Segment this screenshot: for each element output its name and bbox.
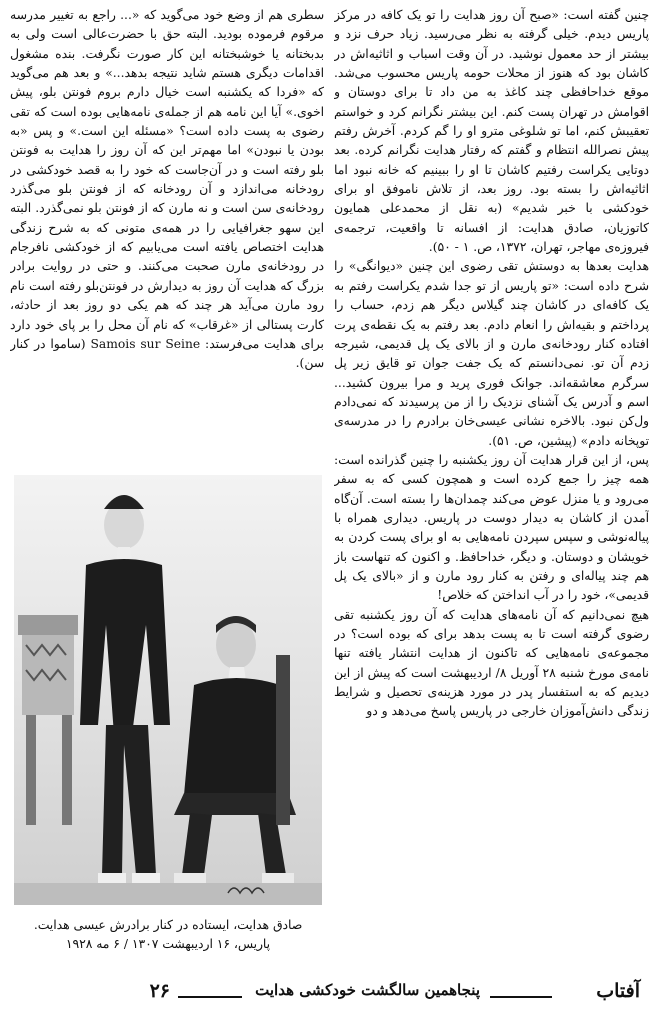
special-section-title: پنجاهمین سالگشت خودکشی هدایت: [255, 981, 480, 999]
footer-rule: [178, 996, 242, 998]
paragraph: چنین گفته است: «صبح آن روز هدایت را تو یک کافه در مرکز پاریس دیدم. خیلی گرفته به نظر می‌رسید. زیاد حرف نزد و بیشتر از حد معمول نوشید. در آن وقت اسباب و اثاثیه‌اش در کاشان بود که هنوز از محلات حومه پاریس محسوب می‌شد. موقع خداحافظی چند کاغذ به من داد تا برای دوستان و اقوامش در تهران پست کنم. این بیشتر نگرانم کرد و خواستم تعقیبش کنم، اما تو شلوغی مترو او را گم کردم. آخرش رفتم پیش نصرالله انتظام و گفتم که رفتار هدایت نگرانم کرده. بعد دوتایی یکراست رفتیم کاشان تا او را ببینیم که خانه نبود اما اثاثیه‌اش را بسته بود. روز بعد، از تلاش ناموفق او برای خودکشی با خبر شدیم» (به نقل از محمدعلی همایون کاتوزیان، صادق هدایت: از افسانه تا واقعیت، ترجمه‌ی فیروزه‌ی مهاجر، تهران، ۱۳۷۲، ص. ۱ - ۵۰).: [334, 8, 649, 255]
paragraph: سطری هم از وضع خود می‌گوید که «... راجع به تغییر مدرسه مرقوم فرموده بودید. البته حق با حضرت‌عالی است ولی به بدبختانه یا خوشبختانه این کار صورت نگرفت. بنده مشغول اقدامات دیگری هستم شاید نتیجه بدهد...» و بعد هم می‌گوید که «فردا که یکشنبه است خیال دارم بروم فونتن بلو، پیش اخوی.» آیا این نامه هم از جمله‌ی نامه‌هایی بوده است که تقی رضوی به پست داده است؟ «مسئله این است.» و پس «به بودن یا نبودن» اما مهم‌تر این که آن روز را هدایت به فونتن بلو رفته است و در آن‌جاست که خود را به قصد خودکشی در رودخانه می‌اندازد و آن رودخانه که از فونتن بلو می‌گذرد رودخانه‌ی سن است و نه مارن که از فونتن بلو نمی‌گذرد. البته این سهو جغرافیایی را در همه‌ی متونی که به شرح زندگی هدایت اختصاص یافته است می‌یابیم که از خودکشی نافرجام در رودخانه‌ی مارن صحبت می‌کنند. و حتی در روایت برادر بزرگ که هدایت آن روز به دیدارش در فونتن‌بلو رفته است نام رود مارن می‌آید هر چند که هم یکی دو روز بعد از حادثه، کارت پستالی از «غرقاب» که نام آن محل را بر پای خود دارد برای هدایت می‌فرستد: Samois sur Seine (ساموا در کنار سن).: [10, 8, 324, 371]
footer-rule: [490, 996, 552, 998]
caption-line: صادق هدایت، ایستاده در کنار برادرش عیسی هدایت.: [33, 918, 303, 932]
article-column-right: [334, 6, 649, 966]
caption-line: پاریس، ۱۶ اردیبهشت ۱۳۰۷ / ۶ مه ۱۹۲۸: [65, 937, 271, 951]
magazine-name: آفتاب: [596, 980, 640, 1002]
page-number: ۲۶: [149, 980, 170, 1002]
paragraph: هیچ نمی‌دانیم که آن نامه‌های هدایت که آن روز یکشنبه تقی رضوی گرفته است تا به پست بدهد برای که بوده است؟ در مجموعه‌ی نامه‌هایی که تاکنون از هدایت انتشار یافته تنها نامه‌ی مورخ شنبه ۲۸ آوریل ۸/ اردیبهشت است که پیش از این دیدیم که به استفسار پدر در مورد هزینه‌ی تحصیل و شرایط زندگی دانش‌آموزان خارجی در پاریس پاسخ می‌دهد و دو: [334, 607, 649, 719]
paragraph: پس، از این قرار هدایت آن روز یکشنبه را چنین گذرانده است: همه چیز را جمع کرده است و همچون کسی که به سفر می‌رود و یا منزل عوض می‌کند چمدان‌ها را بسته است. آن‌گاه آمدن از کاشان به دیدار دوست در پاریس. دیداری همراه با پیاله‌نوشی و سپس سپردن نامه‌هایی به او برای پست کردن به خویشان و دوستان. و دیگر، خداحافظ. و اکنون که تنهاست باز هم چند پیاله‌ای و رفتن به کنار رود مارن و از «بالای یک پل قدیمی»، خود را در آب انداختن که خلاص!: [334, 452, 649, 603]
historical-photo: [14, 475, 322, 905]
article-column-left: [10, 6, 324, 464]
paragraph: هدایت بعدها به دوستش تقی رضوی این چنین «دیوانگی» را شرح داده است: «تو پاریس از تو جدا شدم یکراست رفتم به یک کافه‌ای در کاشان چند گیلاس دیگر هم زدم، حساب را پرداختم و بقیه‌اش را انعام دادم. بعد رفتم به یک نقطه‌ی پرت افتاده کنار رودخانه‌ی مارن و از بالای یک پل قدیمی، شیرجه زدم آن تو. نمی‌دانستم که یک جفت جوان تو قایق زیر پل سرگرم معاشقه‌اند. جوانک فوری پرید و مرا بیرون کشید... اسم و آدرس یک آشنای نزدیک را از من پرسیدند که نمی‌دادم ول‌کن نبود. بالاخره نشانی عیسی‌خان برادرم را در مدرسه‌ی توپخانه دادم» (پیشین، ص. ۵۱).: [334, 259, 649, 448]
photo-caption: [12, 916, 324, 954]
page-footer: [80, 980, 640, 1010]
